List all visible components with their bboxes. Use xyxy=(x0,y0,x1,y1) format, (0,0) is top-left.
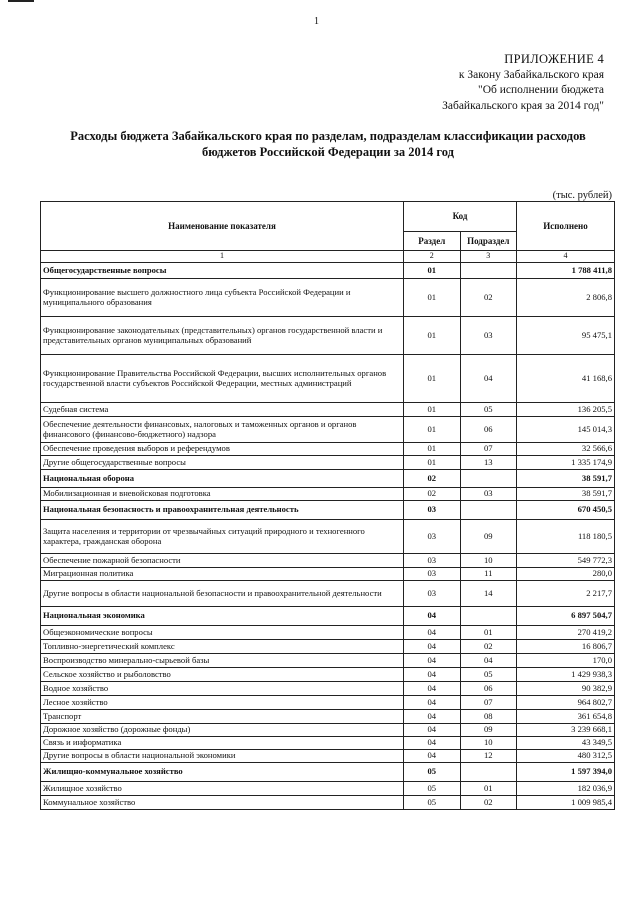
row-name: Обеспечение пожарной безопасности xyxy=(41,553,404,567)
header-section: Раздел xyxy=(404,232,461,251)
column-number: 1 xyxy=(41,251,404,263)
row-subsection xyxy=(460,500,517,519)
row-name: Национальная экономика xyxy=(41,606,404,625)
appendix-line: "Об исполнении бюджета xyxy=(478,84,604,96)
row-section: 05 xyxy=(404,762,461,781)
table-row xyxy=(41,606,615,625)
row-section: 04 xyxy=(404,709,461,723)
row-section: 04 xyxy=(404,723,461,736)
row-amount: 136 205,5 xyxy=(517,402,615,416)
row-name: Общеэкономические вопросы xyxy=(41,625,404,639)
appendix-block xyxy=(442,52,604,114)
table-row xyxy=(41,781,615,795)
row-section: 03 xyxy=(404,553,461,567)
row-amount: 270 419,2 xyxy=(517,625,615,639)
row-name: Общегосударственные вопросы xyxy=(41,262,404,278)
table-row xyxy=(41,749,615,762)
table-row xyxy=(41,795,615,809)
row-amount: 118 180,5 xyxy=(517,519,615,553)
row-section: 02 xyxy=(404,469,461,487)
table-row xyxy=(41,354,615,402)
table-row xyxy=(41,469,615,487)
table-row xyxy=(41,278,615,316)
row-section: 04 xyxy=(404,606,461,625)
row-name: Коммунальное хозяйство xyxy=(41,795,404,809)
row-section: 01 xyxy=(404,278,461,316)
row-subsection: 03 xyxy=(460,487,517,500)
row-subsection: 01 xyxy=(460,781,517,795)
row-amount: 6 897 504,7 xyxy=(517,606,615,625)
row-name: Другие вопросы в области национальной безопасности и правоохранительной деятельности xyxy=(41,580,404,606)
row-subsection xyxy=(460,606,517,625)
table-row xyxy=(41,709,615,723)
row-section: 01 xyxy=(404,455,461,469)
row-amount: 1 009 985,4 xyxy=(517,795,615,809)
row-name: Обеспечение деятельности финансовых, налоговых и таможенных органов и органов финансового (финансово-бюджетного) надзора xyxy=(41,416,404,442)
table-row xyxy=(41,625,615,639)
row-name: Судебная система xyxy=(41,402,404,416)
row-subsection: 13 xyxy=(460,455,517,469)
row-name: Национальная оборона xyxy=(41,469,404,487)
row-amount: 480 312,5 xyxy=(517,749,615,762)
table-row xyxy=(41,736,615,749)
row-name: Мобилизационная и вневойсковая подготовка xyxy=(41,487,404,500)
row-subsection: 09 xyxy=(460,723,517,736)
row-subsection: 06 xyxy=(460,681,517,695)
document-title xyxy=(40,128,616,160)
row-amount: 182 036,9 xyxy=(517,781,615,795)
row-amount: 549 772,3 xyxy=(517,553,615,567)
row-amount: 280,0 xyxy=(517,567,615,580)
row-amount: 145 014,3 xyxy=(517,416,615,442)
row-section: 04 xyxy=(404,639,461,653)
row-amount: 1 429 938,3 xyxy=(517,667,615,681)
row-name: Дорожное хозяйство (дорожные фонды) xyxy=(41,723,404,736)
table-row xyxy=(41,500,615,519)
row-section: 04 xyxy=(404,695,461,709)
row-name: Миграционная политика xyxy=(41,567,404,580)
appendix-title: ПРИЛОЖЕНИЕ 4 xyxy=(504,52,604,66)
table-body xyxy=(41,262,615,809)
row-section: 01 xyxy=(404,416,461,442)
row-section: 05 xyxy=(404,795,461,809)
table-row xyxy=(41,639,615,653)
row-amount: 1 788 411,8 xyxy=(517,262,615,278)
row-subsection: 02 xyxy=(460,639,517,653)
row-section: 01 xyxy=(404,442,461,455)
row-subsection: 09 xyxy=(460,519,517,553)
row-name: Другие вопросы в области национальной экономики xyxy=(41,749,404,762)
table-row xyxy=(41,416,615,442)
header-subsection: Подраздел xyxy=(460,232,517,251)
header-code: Код xyxy=(404,202,517,232)
row-subsection: 04 xyxy=(460,354,517,402)
row-section: 03 xyxy=(404,567,461,580)
header-executed: Исполнено xyxy=(517,202,615,251)
row-amount: 2 217,7 xyxy=(517,580,615,606)
row-section: 04 xyxy=(404,667,461,681)
column-number: 3 xyxy=(460,251,517,263)
table-row xyxy=(41,262,615,278)
row-amount: 3 239 668,1 xyxy=(517,723,615,736)
row-name: Сельское хозяйство и рыболовство xyxy=(41,667,404,681)
row-amount: 1 335 174,9 xyxy=(517,455,615,469)
column-number: 4 xyxy=(517,251,615,263)
row-amount: 38 591,7 xyxy=(517,469,615,487)
row-section: 01 xyxy=(404,316,461,354)
row-amount: 170,0 xyxy=(517,653,615,667)
row-name: Жилищно-коммунальное хозяйство xyxy=(41,762,404,781)
row-section: 03 xyxy=(404,580,461,606)
table-row xyxy=(41,667,615,681)
table-row xyxy=(41,455,615,469)
column-number: 2 xyxy=(404,251,461,263)
row-name: Функционирование законодательных (представительных) органов государственной власти и представительных органов муниципальных образований xyxy=(41,316,404,354)
row-name: Национальная безопасность и правоохранительная деятельность xyxy=(41,500,404,519)
row-subsection: 04 xyxy=(460,653,517,667)
row-subsection xyxy=(460,762,517,781)
row-name: Лесное хозяйство xyxy=(41,695,404,709)
row-section: 03 xyxy=(404,500,461,519)
page-number: 1 xyxy=(314,16,319,27)
appendix-line: Забайкальского края за 2014 год" xyxy=(442,99,604,112)
row-subsection: 02 xyxy=(460,278,517,316)
row-subsection: 02 xyxy=(460,795,517,809)
table-row xyxy=(41,316,615,354)
table-row xyxy=(41,553,615,567)
table-row xyxy=(41,487,615,500)
scan-mark xyxy=(8,0,34,2)
row-amount: 90 382,9 xyxy=(517,681,615,695)
table-row xyxy=(41,723,615,736)
row-subsection: 05 xyxy=(460,667,517,681)
row-subsection: 01 xyxy=(460,625,517,639)
table-row xyxy=(41,681,615,695)
row-section: 01 xyxy=(404,354,461,402)
row-section: 04 xyxy=(404,653,461,667)
header-name: Наименование показателя xyxy=(41,202,404,251)
row-amount: 95 475,1 xyxy=(517,316,615,354)
row-subsection: 10 xyxy=(460,736,517,749)
table-row xyxy=(41,519,615,553)
row-amount: 41 168,6 xyxy=(517,354,615,402)
row-section: 02 xyxy=(404,487,461,500)
table-row xyxy=(41,402,615,416)
row-name: Водное хозяйство xyxy=(41,681,404,695)
row-name: Функционирование Правительства Российской Федерации, высших исполнительных органов государственной власти субъектов Российской Федерации, местных администраций xyxy=(41,354,404,402)
table-row xyxy=(41,653,615,667)
row-subsection: 12 xyxy=(460,749,517,762)
row-section: 05 xyxy=(404,781,461,795)
row-section: 04 xyxy=(404,681,461,695)
row-subsection: 14 xyxy=(460,580,517,606)
row-subsection: 03 xyxy=(460,316,517,354)
row-section: 04 xyxy=(404,749,461,762)
row-name: Транспорт xyxy=(41,709,404,723)
appendix-line: к Закону Забайкальского края xyxy=(458,68,604,81)
row-amount: 2 806,8 xyxy=(517,278,615,316)
row-amount: 38 591,7 xyxy=(517,487,615,500)
row-subsection: 11 xyxy=(460,567,517,580)
row-amount: 964 802,7 xyxy=(517,695,615,709)
table-row xyxy=(41,442,615,455)
row-name: Защита населения и территории от чрезвычайных ситуаций природного и техногенного характера, гражданская оборона xyxy=(41,519,404,553)
row-name: Топливно-энергетический комплекс xyxy=(41,639,404,653)
row-amount: 43 349,5 xyxy=(517,736,615,749)
row-subsection: 07 xyxy=(460,442,517,455)
row-amount: 16 806,7 xyxy=(517,639,615,653)
table-row xyxy=(41,762,615,781)
row-subsection: 06 xyxy=(460,416,517,442)
row-subsection xyxy=(460,469,517,487)
row-section: 01 xyxy=(404,262,461,278)
row-subsection xyxy=(460,262,517,278)
row-amount: 361 654,8 xyxy=(517,709,615,723)
table-row xyxy=(41,580,615,606)
table-row xyxy=(41,567,615,580)
row-subsection: 08 xyxy=(460,709,517,723)
row-section: 03 xyxy=(404,519,461,553)
table-row xyxy=(41,695,615,709)
budget-table xyxy=(40,201,615,810)
row-subsection: 07 xyxy=(460,695,517,709)
row-subsection: 10 xyxy=(460,553,517,567)
document-title-line: Расходы бюджета Забайкальского края по разделам, подразделам классификации расходов xyxy=(70,129,586,143)
row-section: 01 xyxy=(404,402,461,416)
row-name: Другие общегосударственные вопросы xyxy=(41,455,404,469)
row-section: 04 xyxy=(404,736,461,749)
row-section: 04 xyxy=(404,625,461,639)
row-subsection: 05 xyxy=(460,402,517,416)
row-name: Обеспечение проведения выборов и референдумов xyxy=(41,442,404,455)
row-name: Жилищное хозяйство xyxy=(41,781,404,795)
row-amount: 670 450,5 xyxy=(517,500,615,519)
row-amount: 32 566,6 xyxy=(517,442,615,455)
units-label: (тыс. рублей) xyxy=(552,190,612,201)
document-title-line: бюджетов Российской Федерации за 2014 год xyxy=(202,145,454,159)
row-name: Воспроизводство минерально-сырьевой базы xyxy=(41,653,404,667)
row-amount: 1 597 394,0 xyxy=(517,762,615,781)
row-name: Связь и информатика xyxy=(41,736,404,749)
row-name: Функционирование высшего должностного лица субъекта Российской Федерации и муниципального образования xyxy=(41,278,404,316)
